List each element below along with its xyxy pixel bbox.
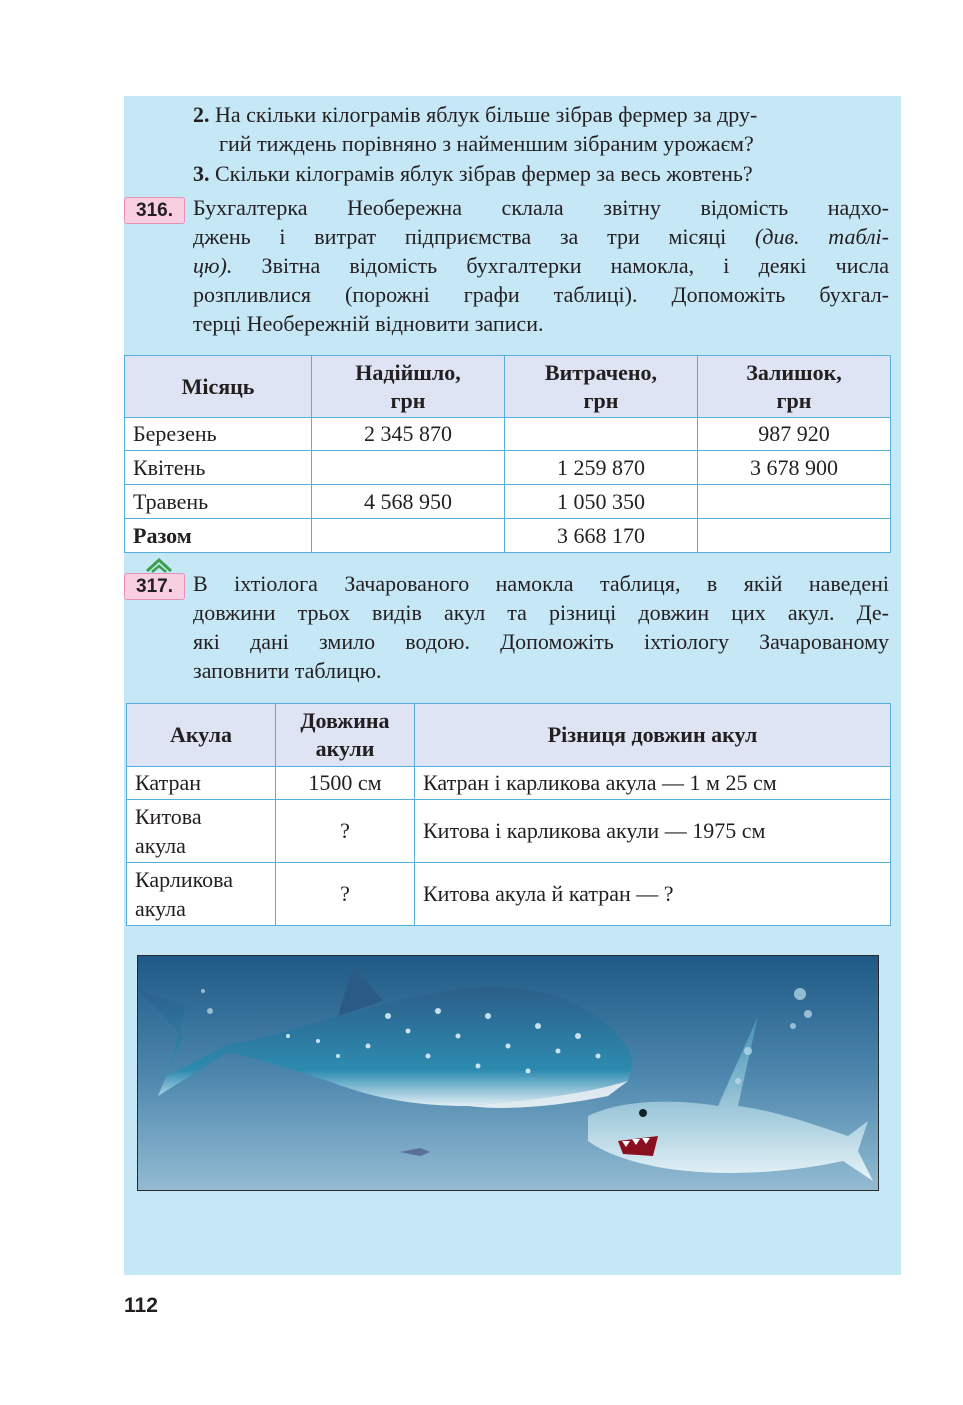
table-cell: Березень [125, 418, 312, 451]
table-row [125, 451, 891, 485]
table-row [125, 485, 891, 519]
page-number: 112 [124, 1294, 158, 1317]
table-317-header-shark: Акула [127, 704, 276, 767]
question-3-text: Скільки кілограмів яблук зібрав фермер за весь жовтень? [215, 161, 753, 186]
table-cell [312, 451, 505, 485]
table-cell: 2 345 870 [312, 418, 505, 451]
table-cell: Китова акула й катран — ? [415, 863, 891, 926]
table-cell [698, 485, 891, 519]
table-317-header-row [127, 704, 891, 767]
task-317-line-1: В іхтіолога Зачарованого намокла таблиця, в якій наведені [193, 571, 889, 596]
table-316 [124, 355, 891, 553]
table-316-header-income: Надійшло, грн [312, 356, 505, 418]
task-316-number: 316. [124, 197, 185, 224]
table-cell: Катран і карликова акула — 1 м 25 см [415, 767, 891, 800]
table-cell: 4 568 950 [312, 485, 505, 519]
question-2-text-1: На скільки кілограмів яблук більше зібрав фермер за дру- [215, 102, 758, 127]
task-316-line-2 [193, 222, 889, 251]
task-317-line-2: довжини трьох видів акул та різниці довжин цих акул. Де- [193, 600, 889, 625]
table-cell: ? [276, 800, 415, 863]
table-317-header-difference: Різниця довжин акул [415, 704, 891, 767]
table-cell: Травень [125, 485, 312, 519]
table-317 [126, 703, 891, 926]
task-316-italic-ref-end: цю). [193, 253, 233, 278]
table-cell: 3 668 170 [505, 519, 698, 553]
task-316-italic-ref: (див. таблі- [755, 224, 889, 249]
table-317-header-length: Довжина акули [276, 704, 415, 767]
table-cell [312, 519, 505, 553]
question-3 [193, 159, 753, 188]
table-cell [505, 418, 698, 451]
question-2-line-1 [193, 100, 889, 129]
table-cell: 3 678 900 [698, 451, 891, 485]
table-row [125, 418, 891, 451]
table-cell: ? [276, 863, 415, 926]
whale-shark-illustration [137, 955, 879, 1191]
table-316-header-row [125, 356, 891, 418]
task-317-line-4: заповнити таблицю. [193, 658, 382, 683]
table-316-header-month: Місяць [125, 356, 312, 418]
table-cell: 1 259 870 [505, 451, 698, 485]
table-cell: Карликова акула [127, 863, 276, 926]
home-icon [144, 557, 174, 573]
table-316-header-spent: Витрачено, грн [505, 356, 698, 418]
task-317-number: 317. [124, 573, 185, 600]
table-row [127, 863, 891, 926]
table-cell: 987 920 [698, 418, 891, 451]
question-3-number: 3. [193, 161, 210, 186]
task-316-line-2-text: джень і витрат підприємства за три місяці [193, 224, 727, 249]
task-316-line-4: розпливлися (порожні графи таблиці). Допоможіть бухгал- [193, 282, 889, 307]
task-317-line-3: які дані змило водою. Допоможіть іхтіологу Зачарованому [193, 629, 889, 654]
table-cell [698, 519, 891, 553]
table-cell: Китова і карликова акули — 1975 см [415, 800, 891, 863]
table-row-total [125, 519, 891, 553]
task-316-line-3-text: Звітна відомість бухгалтерки намокла, і деякі числа [261, 253, 890, 278]
task-316-line-1: Бухгалтерка Необережна склала звітну відомість надхо- [193, 195, 889, 220]
table-316-header-balance: Залишок, грн [698, 356, 891, 418]
question-2-number: 2. [193, 102, 210, 127]
table-cell: Китова акула [127, 800, 276, 863]
table-cell: 1500 см [276, 767, 415, 800]
table-cell: Катран [127, 767, 276, 800]
table-row [127, 767, 891, 800]
table-cell: 1 050 350 [505, 485, 698, 519]
table-cell-total-label: Разом [125, 519, 312, 553]
task-316-line-3 [193, 251, 889, 280]
table-row [127, 800, 891, 863]
task-316-line-5: терці Необережній відновити записи. [193, 311, 544, 336]
question-2-line-2: гий тиждень порівняно з найменшим зібраним урожаєм? [219, 131, 754, 156]
table-cell: Квітень [125, 451, 312, 485]
